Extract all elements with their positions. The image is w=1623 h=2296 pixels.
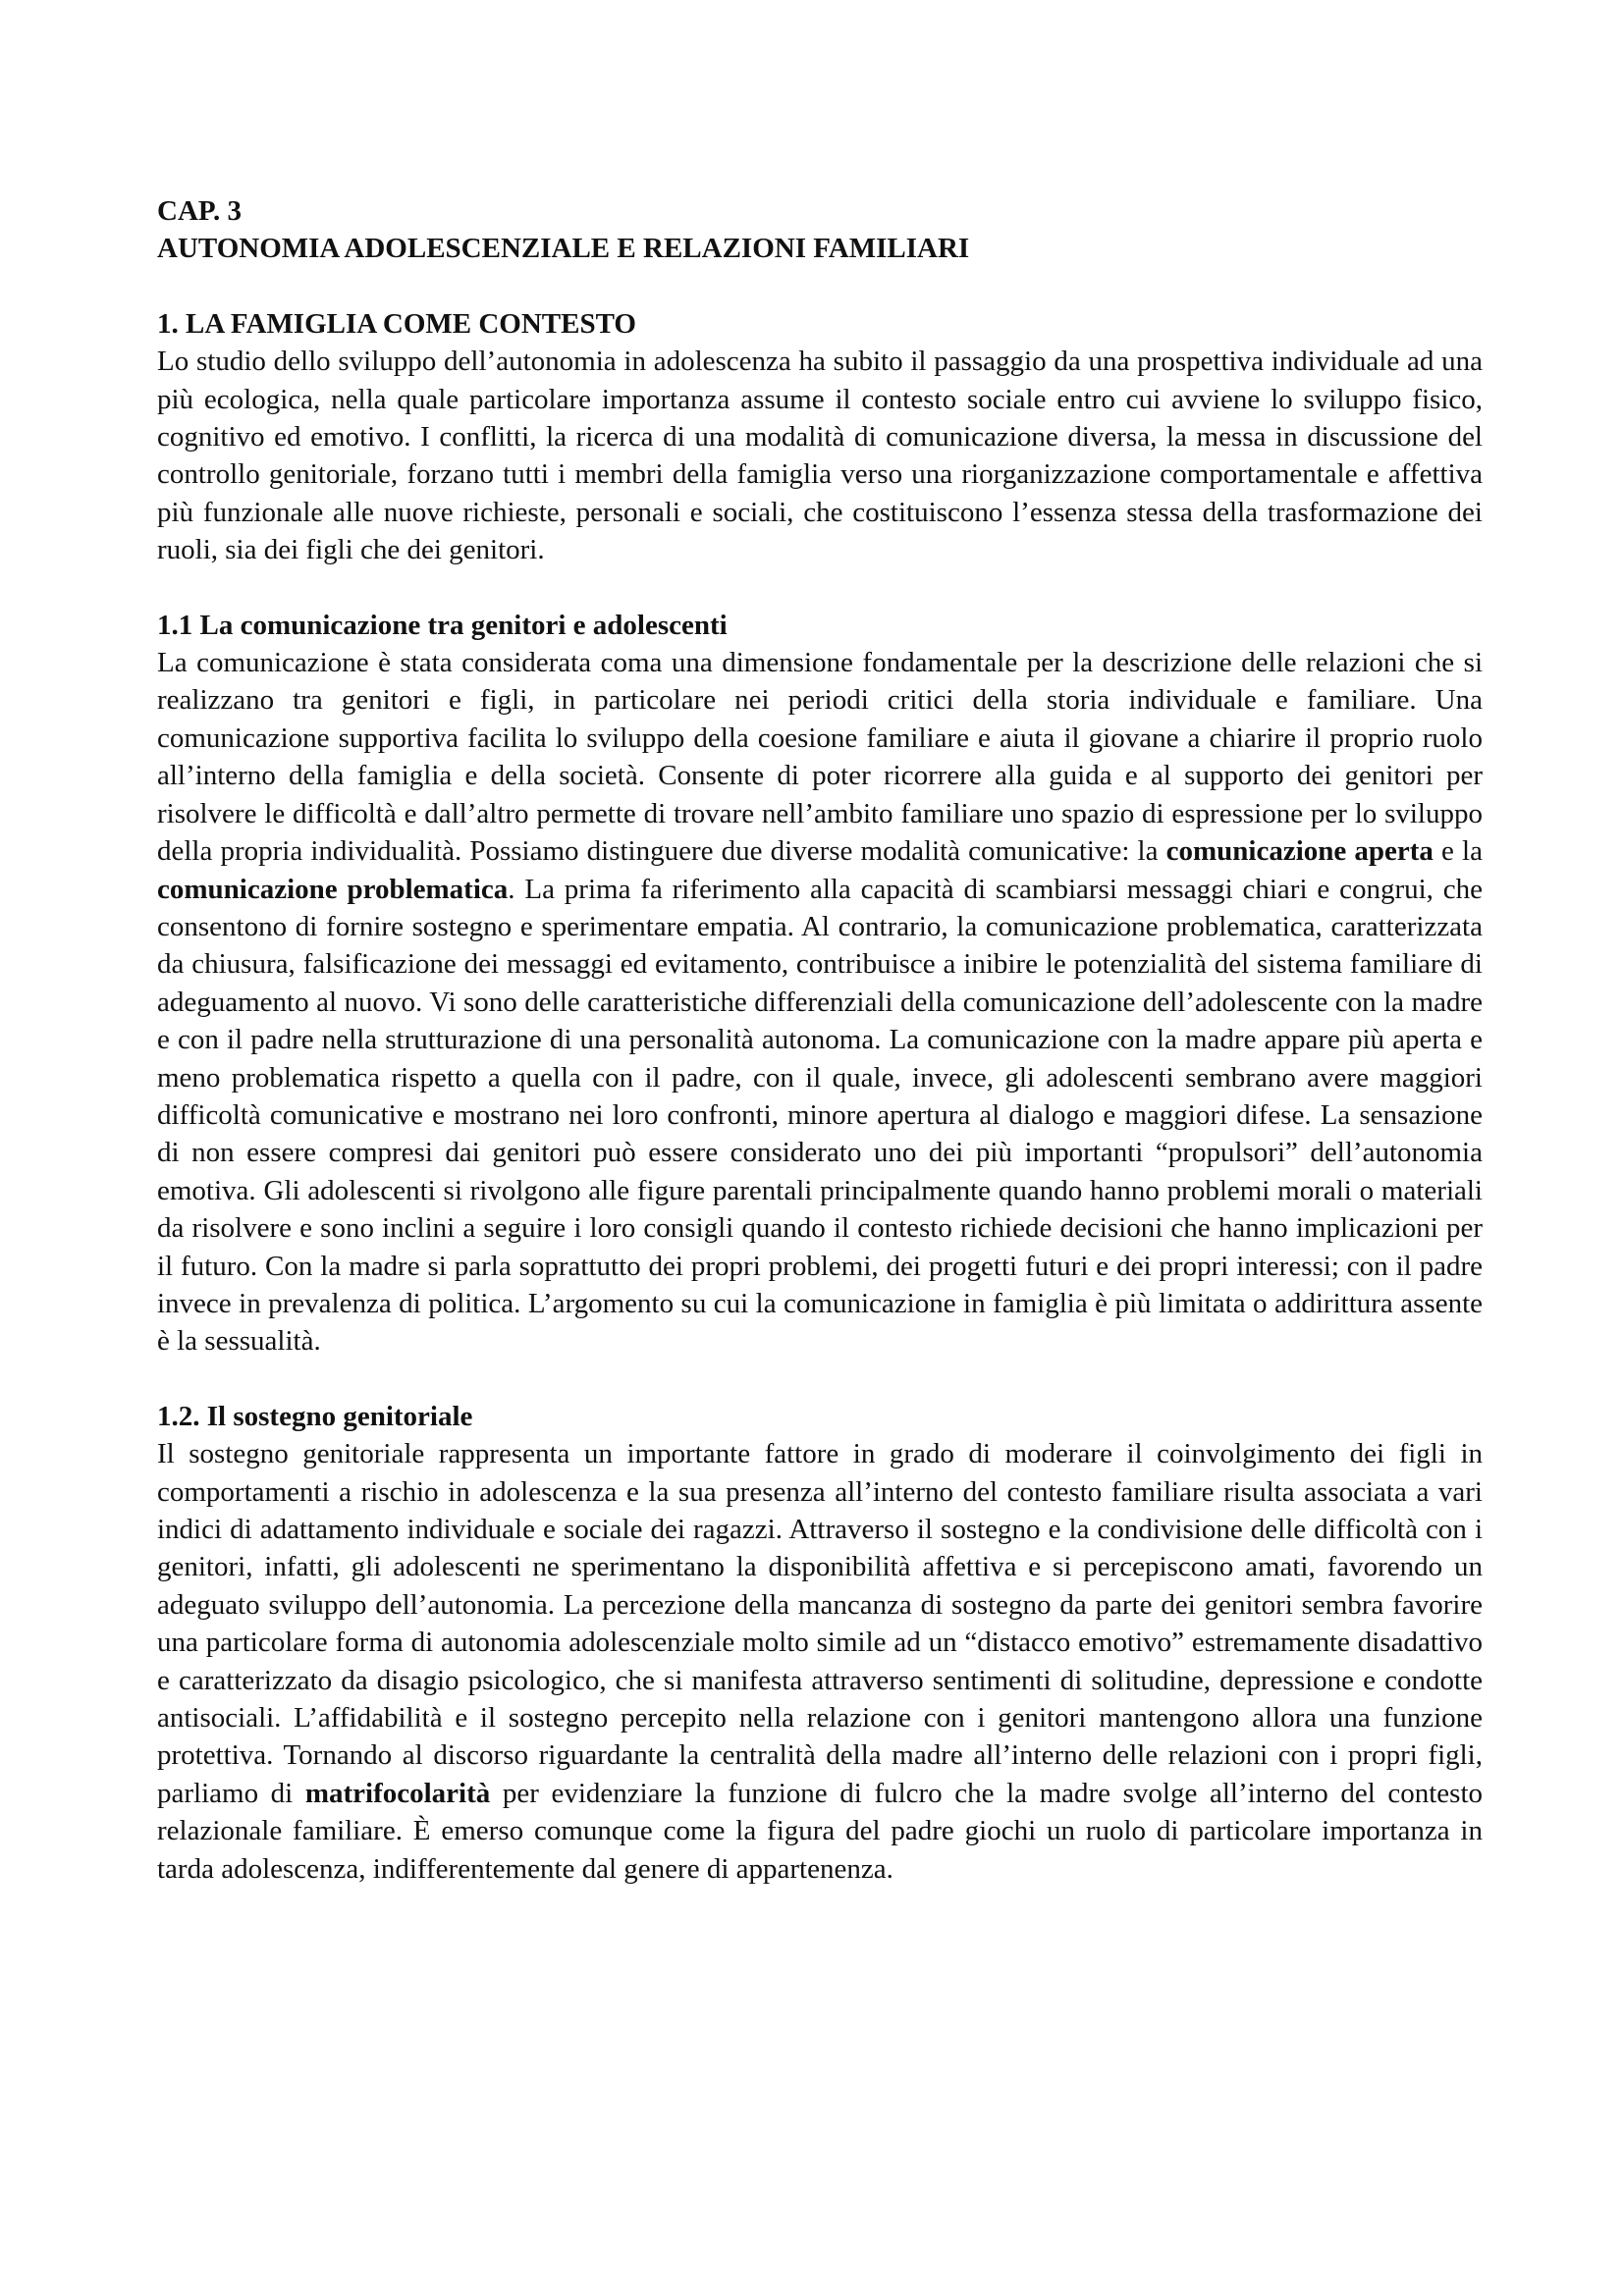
bold-term: matrifocolarità [304,1777,491,1809]
section-sostegno [157,1398,1483,1888]
section-paragraph [157,644,1483,1361]
paragraph-text: per evidenziare la funzione di fulcro che la madre svolge all’interno del contesto relazionale familiare. È emerso comunque come la figura del padre giochi un ruolo di particolare importanza in tarda adolescenza, indifferentemente dal genere di appartenenza. [157,1777,1484,1885]
chapter-title: AUTONOMIA ADOLESCENZIALE E RELAZIONI FAMILIARI [157,233,970,265]
document-page [157,192,1483,1925]
section-comunicazione [157,607,1483,1361]
section-paragraph [157,1435,1483,1888]
section-heading: 1.1 La comunicazione tra genitori e adolescenti [157,609,728,641]
section-paragraph [157,343,1483,568]
chapter-header [157,192,1483,268]
chapter-number: CAP. 3 [157,195,242,227]
paragraph-text: Il sostegno genitoriale rappresenta un importante fattore in grado di moderare il coinvolgimento dei figli in comportamenti a rischio in adolescenza e la sua presenza all’interno del contesto familiare risulta associata a vari indici di adattamento individuale e sociale dei ragazzi. Attraverso il sostegno e la condivisione delle difficoltà con i genitori, infatti, gli adolescenti ne sperimentano la disponibilità affettiva e si percepiscono amati, favorendo un adeguato sviluppo dell’autonomia. La percezione della mancanza di sostegno da parte dei genitori sembra favorire una particolare forma di autonomia adolescenziale molto simile ad un “distacco emotivo” estremamente disadattivo e caratterizzato da disagio psicologico, che si manifesta attraverso sentimenti di solitudine, depressione e condotte antisociali. L’affidabilità e il sostegno percepito nella relazione con i genitori mantengono allora una funzione protettiva. Tornando al discorso riguardante la centralità della madre all’interno delle relazioni con i propri figli, parliamo di [157,1438,1483,1809]
bold-term: comunicazione problematica [157,873,509,905]
paragraph-text: La comunicazione è stata considerata coma una dimensione fondamentale per la descrizione delle relazioni che si realizzano tra genitori e figli, in particolare nei periodi critici della storia individuale e familiare. Una comunicazione supportiva facilita lo sviluppo della coesione familiare e aiuta il giovane a chiarire il proprio ruolo all’interno della famiglia e della società. Consente di poter ricorrere alla guida e al supporto dei genitori per risolvere le difficoltà e dall’altro permette di trovare nell’ambito familiare uno spazio di espressione per lo sviluppo della propria individualità. Possiamo distinguere due diverse modalità comunicative: la [157,647,1483,868]
paragraph-text: e la [1433,835,1483,868]
bold-term: comunicazione aperta [1165,835,1434,868]
section-heading: 1. LA FAMIGLIA COME CONTESTO [157,307,636,340]
paragraph-text: . La prima fa riferimento alla capacità di scambiarsi messaggi chiari e congrui, che consentono di fornire sostegno e sperimentare empatia. Al contrario, la comunicazione problematica, caratterizzata da chiusura, falsificazione dei messaggi ed evitamento, contribuisce a inibire le potenzialità del sistema familiare di adeguamento al nuovo. Vi sono delle caratteristiche differenziali della comunicazione dell’adolescente con la madre e con il padre nella strutturazione di una personalità autonoma. La comunicazione con la madre appare più aperta e meno problematica rispetto a quella con il padre, con il quale, invece, gli adolescenti sembrano avere maggiori difficoltà comunicative e mostrano nei loro confronti, minore apertura al dialogo e maggiori difese. La sensazione di non essere compresi dai genitori può essere considerato uno dei più importanti “propulsori” dell’autonomia emotiva. Gli adolescenti si rivolgono alle figure parentali principalmente quando hanno problemi morali o materiali da risolvere e sono inclini a seguire i loro consigli quando il contesto richiede decisioni che hanno implicazioni per il futuro. Con la madre si parla soprattutto dei propri problemi, dei progetti futuri e dei propri interessi; con il padre invece in prevalenza di politica. L’argomento su cui la comunicazione in famiglia è più limitata o addirittura assente è la sessualità. [157,873,1483,1358]
section-heading: 1.2. Il sostegno genitoriale [157,1400,473,1432]
section-famiglia-contesto [157,305,1483,569]
paragraph-text: Lo studio dello sviluppo dell’autonomia in adolescenza ha subito il passaggio da una prospettiva individuale ad una più ecologica, nella quale particolare importanza assume il contesto sociale entro cui avviene lo sviluppo fisico, cognitivo ed emotivo. I conflitti, la ricerca di una modalità di comunicazione diversa, la messa in discussione del controllo genitoriale, forzano tutti i membri della famiglia verso una riorganizzazione comportamentale e affettiva più funzionale alle nuove richieste, personali e sociali, che costituiscono l’essenza stessa della trasformazione dei ruoli, sia dei figli che dei genitori. [157,346,1483,566]
